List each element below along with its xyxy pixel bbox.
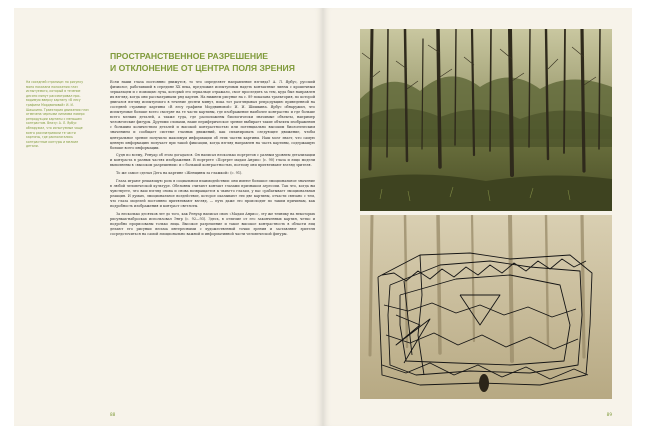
left-page [14, 8, 323, 426]
forest-painting [360, 29, 612, 211]
paragraph: Глаза играют решающую роль в социальном взаимодействии: они имеют большое эмоциональное значение в любой человеческой культуре. Обезьяны считают контакт глазами признаком агрессии. Так что, когда вы чувствуете, что ваш взгляд снова и снова возвращается к чьим-то глазам, у вас срабатывает эмоциональная реакция. И думаю, эмоциональное воздействие, которое оказывают эти две картины, отчасти связано с тем, что глаза моделей постоянно притягивают взгляд, — путь даже это происходит по таким причинам, как подробность изображения и контраст светлоты. [110, 178, 315, 208]
margin-caption [26, 80, 90, 149]
forest-painting-image [360, 29, 612, 211]
scanpath-figure-image [360, 215, 612, 399]
right-page [323, 8, 632, 426]
section-title [110, 50, 315, 74]
page-number-right: 89 [606, 412, 612, 417]
scanpath-figure [360, 215, 612, 399]
section-title-line: И ОТКЛОНЕНИЕ ОТ ЦЕНТРА ПОЛЯ ЗРЕНИЯ [110, 63, 295, 73]
margin-caption-text: На соседней странице: по рисунку моно показана положения глаз испытуемого, который в течение десяти минут рассматривал при-водимую вверху картину «В лесу графини Мордвиновой» И. И. Шишкина. Траектория движения глаз отмечена черными линиями поверх репродукции картины с меньшим контрастом. Внизу: А. Л. Ярбус обнаружил, что испытуемые чаще всего рассматривали те части картины, где располагались контрастные контуры и мелкие детали. [26, 80, 89, 149]
paragraph: Если наши глаза постоянно движутся, то что определяет направление взгляда? А. Л. Ярбус, русский физиолог, работавший в середине XX века, предложил испытуемым надеть контактные линзы с крошечным зеркальцем и с помощью луча, который это зеркальце отражало, смог проследить за тем, куда был направлен их взгляд, когда они рассматривали ряд картин. На нижнем рисунке на с. 89 показана траектория, по которой двигался взгляд испытуемого в течение десяти минут, пока тот разглядывал репродукцию приведенной на соседней странице картины «В лесу графини Мордвиновой» И. И. Шишкина. Ярбус обнаружил, что испытуемые больше всего смотрят на те части картины, где изображение наиболее контрастно и где больше всего мелких деталей, а также туда, где расположены биологически значимые объекты, например человеческие фигуры. Другими словами, наше периферическое зрение выбирает такие объекты изображения с большим количеством деталей и высокой контрастностью или потенциально высоким биологическим значением и сообщает системе глазных движений, как спланировать следующее движение, чтобы центральное зрение получило максимум информации об этих частях картины. Наш мозг знает, что самую ценную информацию получает при такой фиксации, когда взгляд направлен на часть картины, содержащую больше всего информации. [110, 80, 315, 150]
paragraph: Судя по всему, Ренуар об этом догадался. Он написал несколько портретов с разным уровнем детализации и контраста в разных частях изображения. В портрете «Портрет мадам Анрио» (с. 90) глаза и лицо модели выполнены в «высоком разрешении» и с большой контрастностью, поэтому они притягивают взгляд зрителя. [110, 153, 315, 168]
paragraph: То же самое сделал Дега на картине «Женщины за глажкой» (с. 91). [116, 170, 243, 175]
section-title-line: ПРОСТРАНСТВЕННОЕ РАЗРЕШЕНИЕ [110, 51, 269, 61]
page-number-left: 88 [110, 412, 116, 417]
body-text [110, 80, 315, 239]
paragraph: За несколько десятков лет до того, как Ренуар написал свою «Мадам Анрио», эту же технику на некоторых рисунках-набросках использовал Энгр (с. 92—93). Здесь, в отличие от его законченных картин, четко и подробно прорисованы только лица. Высокое разрешение и такое высокое контрастность в области лиц делают его рисунки весьма интересными с художественной точки зрения и заставляют зрителя сосредоточиться на самой эмоционально важной и информативной части человеческой фигуры. [110, 211, 315, 236]
